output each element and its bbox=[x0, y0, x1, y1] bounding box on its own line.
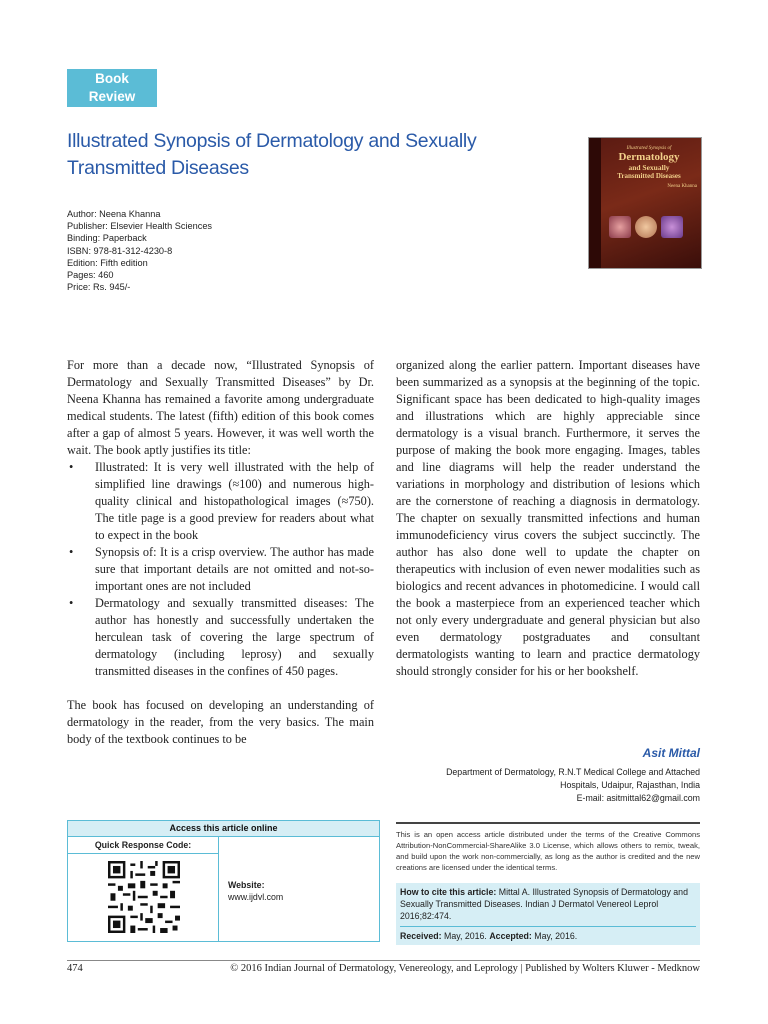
meta-publisher: Publisher: Elsevier Health Sciences bbox=[67, 221, 213, 232]
reviewer-email[interactable]: E-mail: asitmittal62@gmail.com bbox=[576, 793, 700, 803]
access-article-box bbox=[67, 820, 380, 942]
bullet-marker: • bbox=[69, 596, 74, 610]
cover-line3: and Sexually bbox=[628, 163, 670, 172]
website-link[interactable]: www.ijdvl.com bbox=[228, 892, 284, 902]
meta-edition: Edition: Fifth edition bbox=[67, 257, 148, 268]
accepted-date: May, 2016. bbox=[531, 931, 578, 941]
title-line1: Illustrated Synopsis of Dermatology and Sexually bbox=[67, 130, 477, 152]
page-number: 474 bbox=[67, 963, 83, 974]
bullet-item bbox=[67, 459, 374, 544]
qr-label: Quick Response Code: bbox=[68, 837, 218, 854]
cover-histology-image bbox=[661, 216, 683, 238]
qr-code-image[interactable] bbox=[108, 861, 180, 933]
received-date: May, 2016. bbox=[441, 931, 490, 941]
book-cover-image bbox=[588, 137, 702, 269]
website-panel bbox=[228, 879, 283, 903]
book-details bbox=[67, 208, 212, 293]
website-label: Website: bbox=[228, 880, 265, 890]
meta-pages: Pages: 460 bbox=[67, 270, 114, 281]
license-notice: This is an open access article distributed under the terms of the Creative Commons Attribution-NonCommercial-ShareAlike 3.0 License, which allows others to remix, tweak, and build upon the work non-commercially, as long as the author is credited and the new creations are licensed under the identical terms. bbox=[396, 822, 700, 873]
dates-line bbox=[400, 926, 696, 942]
title-bullet-list bbox=[67, 459, 374, 680]
reviewer-name: Asit Mittal bbox=[642, 746, 700, 760]
affiliation-line1: Department of Dermatology, R.N.T Medical College and Attached bbox=[446, 767, 700, 777]
footer-divider bbox=[67, 960, 700, 961]
intro-paragraph: For more than a decade now, “Illustrated Synopsis of Dermatology and Sexually Transmitted Diseases” by Dr. Neena Khanna has remained a favorite among undergraduate medical students. The latest (fifth) edition of this book comes after a gap of almost 5 years. However, it was well worth the wait. The book aptly justifies its title: bbox=[67, 358, 374, 457]
cover-spine bbox=[589, 138, 601, 268]
footer-copyright: © 2016 Indian Journal of Dermatology, Venereology, and Leprology | Published by Wolters Kluwer - Medknow bbox=[230, 963, 700, 974]
second-paragraph: The book has focused on developing an understanding of dermatology in the reader, from the very basics. The main body of the textbook continues to be bbox=[67, 698, 374, 746]
reviewer-affiliation bbox=[446, 766, 700, 805]
cite-reference: Mittal A. Illustrated Synopsis of Dermatology and Sexually Transmitted Diseases. Indian J Dermatol Venereol Leprol 2016;82:474. bbox=[400, 887, 688, 921]
accepted-label: Accepted: bbox=[489, 931, 532, 941]
cover-line4: Transmitted Diseases bbox=[617, 172, 681, 180]
meta-price: Price: Rs. 945/- bbox=[67, 282, 131, 293]
article-title bbox=[67, 128, 567, 182]
cover-line2: Dermatology bbox=[618, 151, 680, 163]
qr-panel bbox=[68, 837, 219, 941]
badge-line2: Review bbox=[88, 89, 136, 104]
bullet-text: Synopsis of: It is a crisp overview. The author has made sure that important details are not omitted and not-so-important ones are not included bbox=[95, 545, 374, 593]
article-type-badge bbox=[67, 69, 157, 107]
received-label: Received: bbox=[400, 931, 442, 941]
bullet-marker: • bbox=[69, 545, 74, 559]
cite-label: How to cite this article: bbox=[400, 887, 497, 897]
bullet-marker: • bbox=[69, 460, 74, 474]
cover-clinical-image-1 bbox=[609, 216, 631, 238]
cover-author: Neena Khanna bbox=[667, 184, 697, 189]
meta-binding: Binding: Paperback bbox=[67, 233, 147, 244]
badge-line1: Book bbox=[95, 71, 129, 86]
citation-text bbox=[400, 886, 696, 922]
title-line2: Transmitted Diseases bbox=[67, 157, 249, 179]
body-column-left bbox=[67, 357, 374, 748]
bullet-item bbox=[67, 544, 374, 595]
cover-line1: Illustrated Synopsis of bbox=[626, 146, 672, 151]
affiliation-line2: Hospitals, Udaipur, Rajasthan, India bbox=[560, 780, 700, 790]
meta-author: Author: Neena Khanna bbox=[67, 209, 161, 219]
bullet-item bbox=[67, 595, 374, 680]
citation-box bbox=[396, 883, 700, 945]
right-column-paragraph: organized along the earlier pattern. Important diseases have been summarized as a synopsis at the beginning of the topic. Significant space has been dedicated to high-quality images and illustrations which are highly appreciable since dermatology is a visual branch. Furthermore, it serves the purpose of making the book more engaging. Images, tables and line diagrams will help the reader understand the variations in morphology and distribution of lesions which are the cornerstone of reaching a diagnosis in dermatology. The chapter on sexually transmitted infections and human immunodeficiency virus covers the subject succinctly. The author has also done well to update the chapter on therapeutics with inclusion of even newer modalities such as biologics and recent advances in photomedicine. I would call the book a masterpiece from an experienced teacher which not only every undergraduate and general physician but also even dermatology postgraduates and consultant dermatologists wanting to learn and practice dermatology should strongly consider for his or her bookshelf. bbox=[396, 358, 700, 678]
meta-isbn: ISBN: 978-81-312-4230-8 bbox=[67, 245, 173, 256]
bullet-text: Illustrated: It is very well illustrated with the help of simplified line drawings (≈100) and numerous high-quality clinical and histopathological images (≈750). The title page is a good preview for readers about what to expect in the book bbox=[95, 460, 374, 542]
cover-face-image bbox=[635, 216, 657, 238]
access-header: Access this article online bbox=[68, 821, 379, 837]
bullet-text: Dermatology and sexually transmitted diseases: The author has honestly and successfully undertaken the herculean task of covering the large spectrum of dermatology (including leprosy) and sexually transmitted diseases in the confines of 450 pages. bbox=[95, 596, 374, 678]
body-column-right bbox=[396, 357, 700, 680]
cover-title bbox=[601, 146, 697, 189]
